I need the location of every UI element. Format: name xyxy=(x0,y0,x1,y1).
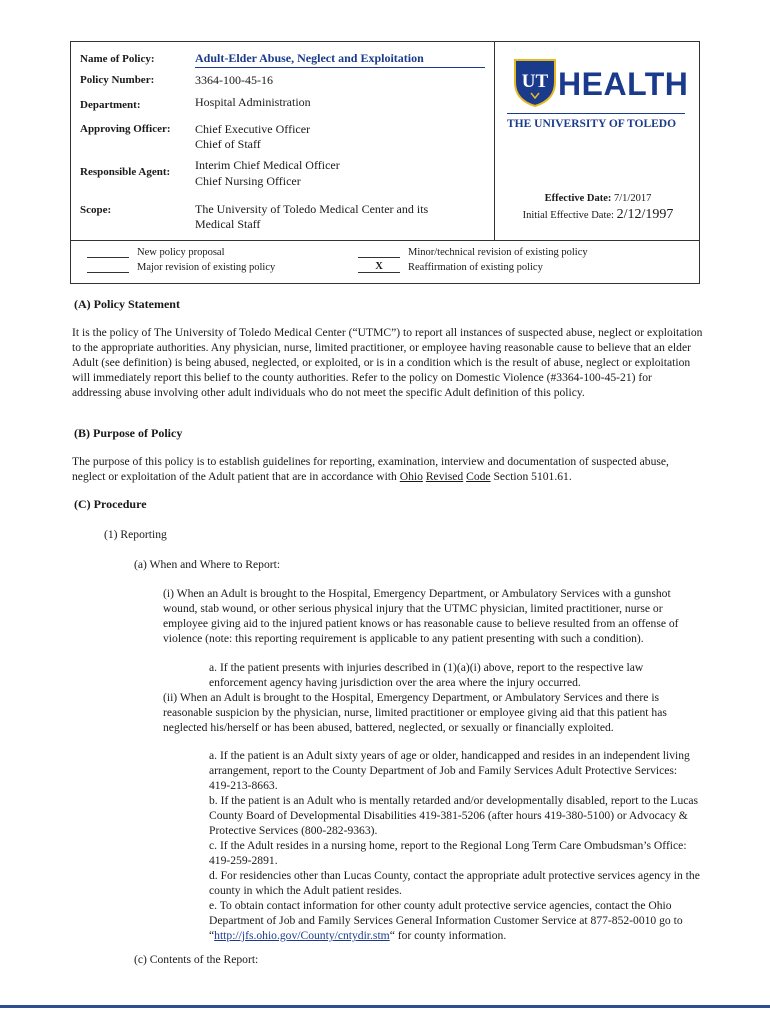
initial-date-line xyxy=(495,207,701,223)
effective-date-line xyxy=(495,193,701,204)
approving-officer-1: Chief Executive Officer xyxy=(195,122,311,136)
initial-date: 2/12/1997 xyxy=(616,207,674,222)
department: Hospital Administration xyxy=(195,95,311,109)
approving-officer-2: Chief of Staff xyxy=(195,137,261,151)
subsection-a-heading: (a) When and Where to Report: xyxy=(134,558,281,571)
subsection-c-heading: (c) Contents of the Report: xyxy=(134,953,259,966)
item-ii-text: (ii) When an Adult is brought to the Hospital, Emergency Department, or Ambulatory Services and there is reasonable suspicion by the physician, nurse, limited practitioner or employee giving aid that this patient has neglected his/herself or has been abused, battered, neglected, or sexually or financially exploited. xyxy=(163,691,667,734)
section-a-text: It is the policy of The University of Toledo Medical Center (“UTMC”) to report all instances of suspected abuse, neglect or exploitation to the appropriate authorities. Any physician, nurse, limited practitioner, or employee having reasonable cause to believe that an elder Adult (see definition) is being abused, neglected, or exploited, or is in a condition which is the result of abuse, neglect or exploitation will immediately report this belief to the county authorities. Refer to the policy on Domestic Violence (#3364-100-45-21) for addressing abuse involving other adult individuals who do not meet the specific Adult definition of this policy. xyxy=(72,326,703,399)
responsible-agent-1: Interim Chief Medical Officer xyxy=(195,158,340,172)
check-reaffirmation-label: Reaffirmation of existing policy xyxy=(408,262,543,273)
policy-number: 3364-100-45-16 xyxy=(195,73,273,87)
check-new-policy-box xyxy=(87,246,129,258)
section-b-text-1: The purpose of this policy is to establish guidelines for reporting, examination, interview and documentation of suspected abuse, neglect or exploitation of the Adult patient that are in accordance with xyxy=(72,455,669,483)
initial-date-label: Initial Effective Date: xyxy=(522,210,614,221)
header-divider-horizontal xyxy=(71,240,699,241)
check-minor-revision-label: Minor/technical revision of existing policy xyxy=(408,247,588,258)
responsible-agent-label: Responsible Agent: xyxy=(80,166,171,178)
subsection-1-heading: (1) Reporting xyxy=(104,528,167,541)
section-b-revised: Revised xyxy=(425,470,464,483)
page-footer-rule xyxy=(0,1005,770,1008)
section-a-heading: (A) Policy Statement xyxy=(74,297,180,311)
check-major-revision xyxy=(87,261,275,273)
responsible-agent-2: Chief Nursing Officer xyxy=(195,174,301,188)
check-new-policy-label: New policy proposal xyxy=(137,247,225,258)
policy-name: Adult-Elder Abuse, Neglect and Exploitation xyxy=(195,50,485,68)
scope-label: Scope: xyxy=(80,204,112,216)
policy-number-label: Policy Number: xyxy=(80,74,155,86)
item-ii-e-text-1: e. To obtain contact information for other county adult protective service agencies, contact the Ohio Department of Job and Family Services General Information Customer Service at 877-852-0010 go to “ xyxy=(209,899,683,942)
section-b-text-2: Section 5101.61. xyxy=(490,470,572,483)
logo-rule xyxy=(507,113,685,114)
department-label: Department: xyxy=(80,99,141,111)
section-b-code: Code xyxy=(466,470,491,483)
item-ii-a: a. If the patient is an Adult sixty years of age or older, handicapped and resides in an independent living arrangement, report to the County Department of Job and Family Services Adult Protective Services: 419-213-8663. xyxy=(209,749,690,792)
item-ii-e xyxy=(209,898,701,943)
section-b-ohio: Ohio xyxy=(399,470,423,483)
approving-officer-label: Approving Officer: xyxy=(80,123,171,135)
check-reaffirmation xyxy=(358,261,543,273)
policy-name-label: Name of Policy: xyxy=(80,53,155,65)
effective-date: 7/1/2017 xyxy=(614,193,652,204)
policy-header-box xyxy=(70,41,700,284)
scope-1: The University of Toledo Medical Center and its xyxy=(195,202,429,216)
logo-health-word: HEALTH xyxy=(558,66,689,102)
item-ii-c: c. If the Adult resides in a nursing home, report to the Regional Long Term Care Ombudsman’s Office: 419-259-2891. xyxy=(209,839,687,867)
effective-date-label: Effective Date: xyxy=(544,193,612,204)
check-major-revision-label: Major revision of existing policy xyxy=(137,262,276,273)
check-new-policy xyxy=(87,246,224,258)
check-minor-revision xyxy=(358,246,588,258)
logo-badge-text: UT xyxy=(521,71,549,92)
check-minor-revision-box xyxy=(358,246,400,258)
item-i-a: a. If the patient presents with injuries described in (1)(a)(i) above, report to the respective law enforcement agency having jurisdiction over the area where the injury occurred. xyxy=(209,661,644,689)
section-b-text xyxy=(72,454,704,484)
section-c-heading: (C) Procedure xyxy=(74,497,147,511)
item-ii-e-text-2: “ for county information. xyxy=(389,929,507,942)
scope-2: Medical Staff xyxy=(195,217,261,231)
item-ii-b: b. If the patient is an Adult who is mentally retarded and/or developmentally disabled, report to the Lucas County Board of Developmental Disabilities 419-381-5206 (after hours 419-380-5100) or Advocacy & Protective Services (800-282-9363). xyxy=(209,794,699,837)
cntydir-link[interactable]: http://jfs.ohio.gov/County/cntydir.stm xyxy=(214,929,390,942)
ut-shield-icon xyxy=(511,56,559,108)
section-b-heading: (B) Purpose of Policy xyxy=(74,426,183,440)
check-reaffirmation-box: X xyxy=(358,261,400,273)
check-major-revision-box xyxy=(87,261,129,273)
item-i-text: (i) When an Adult is brought to the Hospital, Emergency Department, or Ambulatory Services with a gunshot wound, stab wound, or other serious physical injury that the UTMC physician, limited practitioner, nurse or employee giving aid to the injured patient knows or has reasonable cause to believe resulted from an offense of violence (note: this reporting requirement is applicable to any patient presenting with such a condition). xyxy=(163,587,679,645)
item-ii-d: d. For residencies other than Lucas County, contact the appropriate adult protective services agency in the county in which the Adult patient resides. xyxy=(209,869,700,897)
logo-university-name: THE UNIVERSITY OF TOLEDO xyxy=(507,118,677,130)
